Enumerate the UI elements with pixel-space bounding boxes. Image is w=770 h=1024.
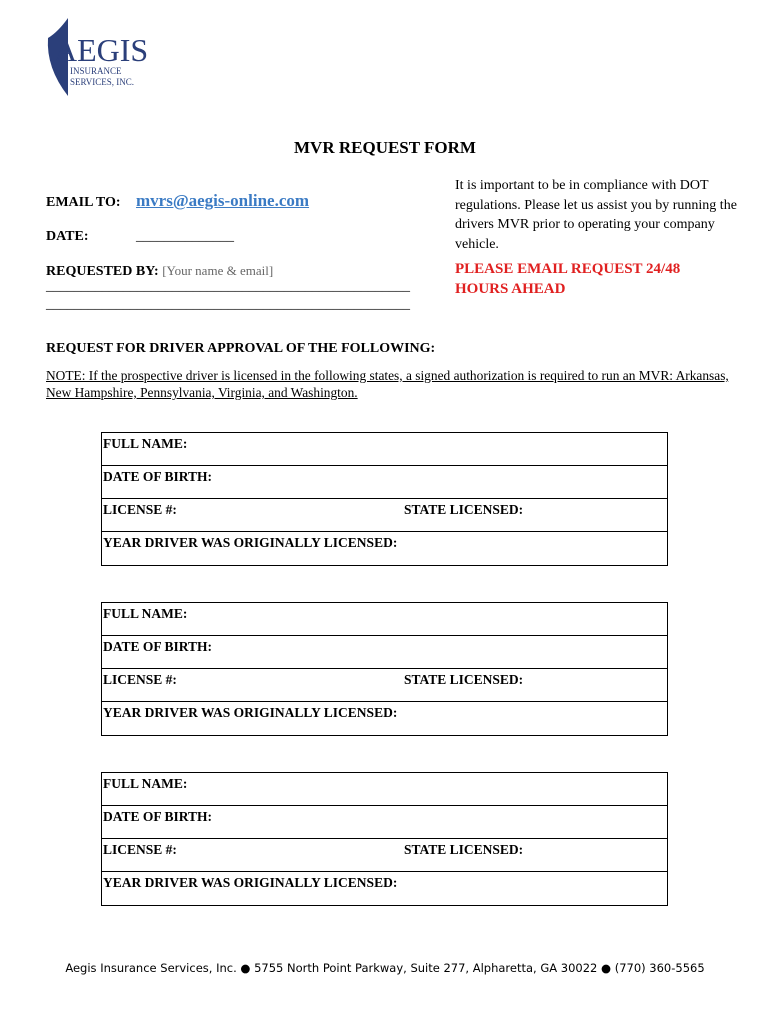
license-label: LICENSE #: xyxy=(103,672,177,687)
logo-sub1: INSURANCE xyxy=(70,66,122,76)
dob-label: DATE OF BIRTH: xyxy=(103,809,213,824)
email-notice: PLEASE EMAIL REQUEST 24/48 HOURS AHEAD xyxy=(455,261,681,297)
state-licensed-label: STATE LICENSED: xyxy=(404,842,524,857)
date-field[interactable]: ______________ xyxy=(136,229,234,244)
year-licensed-label: YEAR DRIVER WAS ORIGINALLY LICENSED: xyxy=(103,875,398,890)
license-label: LICENSE #: xyxy=(103,842,177,857)
blank-line-2[interactable]: ____________________________________________________ xyxy=(46,297,410,312)
states-note: NOTE: If the prospective driver is licensed in the following states, a signed authorization is required to run an MVR: Arkansas, New Hampshire, Pennsylvania, Virginia, and Washington. xyxy=(46,368,729,400)
date-label: DATE: xyxy=(46,229,89,244)
license-field[interactable] xyxy=(102,499,668,532)
state-licensed-label: STATE LICENSED: xyxy=(404,502,524,517)
license-label: LICENSE #: xyxy=(103,502,177,517)
full-name-label: FULL NAME: xyxy=(103,606,188,621)
dob-label: DATE OF BIRTH: xyxy=(103,469,213,484)
state-licensed-label: STATE LICENSED: xyxy=(404,672,524,687)
company-logo xyxy=(46,18,149,96)
year-licensed-label: YEAR DRIVER WAS ORIGINALLY LICENSED: xyxy=(103,705,398,720)
logo-name: AEGIS xyxy=(54,32,149,68)
full-name-field[interactable] xyxy=(102,773,668,806)
dob-field[interactable] xyxy=(102,636,668,669)
license-field[interactable] xyxy=(102,669,668,702)
blank-line-1[interactable]: ____________________________________________________ xyxy=(46,279,410,294)
dob-field[interactable] xyxy=(102,806,668,839)
full-name-label: FULL NAME: xyxy=(103,436,188,451)
driver-table-2 xyxy=(101,602,668,736)
page-title: MVR REQUEST FORM xyxy=(294,138,476,157)
year-licensed-field[interactable] xyxy=(102,532,668,566)
email-link[interactable]: mvrs@aegis-online.com xyxy=(136,191,310,210)
license-field[interactable] xyxy=(102,839,668,872)
email-label: EMAIL TO: xyxy=(46,195,121,210)
dob-label: DATE OF BIRTH: xyxy=(103,639,213,654)
driver-table-3 xyxy=(101,772,668,906)
full-name-field[interactable] xyxy=(102,603,668,636)
full-name-label: FULL NAME: xyxy=(103,776,188,791)
request-heading: REQUEST FOR DRIVER APPROVAL OF THE FOLLOWING: xyxy=(46,341,436,356)
compliance-text: It is important to be in compliance with DOT regulations. Please let us assist you by running the drivers MVR prior to operating your company vehicle. xyxy=(455,178,737,252)
footer-address: Aegis Insurance Services, Inc. ● 5755 North Point Parkway, Suite 277, Alpharetta, GA 30022 ● (770) 360-5565 xyxy=(65,961,705,975)
year-licensed-label: YEAR DRIVER WAS ORIGINALLY LICENSED: xyxy=(103,535,398,550)
logo-sub2: SERVICES, INC. xyxy=(70,77,135,87)
driver-table-1 xyxy=(101,432,668,566)
year-licensed-field[interactable] xyxy=(102,702,668,736)
requested-by-field[interactable]: [Your name & email] xyxy=(162,263,274,278)
full-name-field[interactable] xyxy=(102,433,668,466)
dob-field[interactable] xyxy=(102,466,668,499)
year-licensed-field[interactable] xyxy=(102,872,668,906)
requested-by-label: REQUESTED BY: xyxy=(46,264,159,279)
